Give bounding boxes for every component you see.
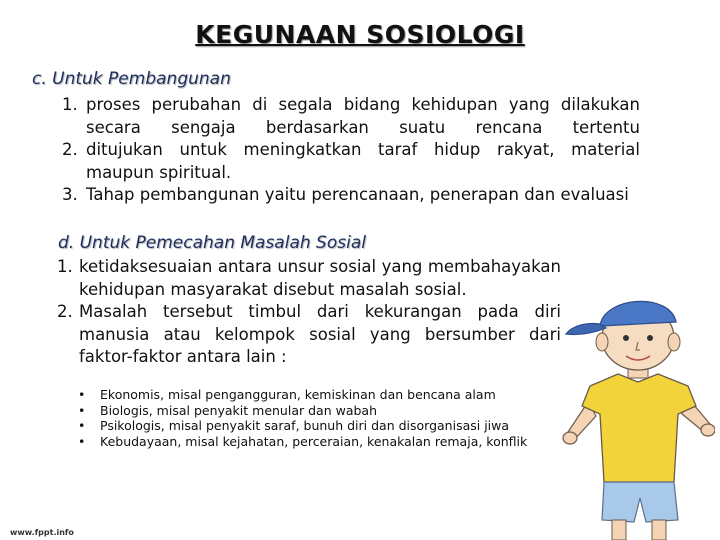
item-number: 3. (62, 185, 78, 204)
item-text: Tahap pembangunan yaitu perencanaan, penerapan dan evaluasi (86, 185, 629, 204)
bullet-item (78, 418, 548, 434)
list-item (62, 184, 640, 207)
page-title: KEGUNAAN SOSIOLOGI (195, 20, 525, 49)
bullet-text: Kebudayaan, misal kejahatan, perceraian, kenakalan remaja, konflik (100, 433, 528, 449)
bullet-icon: • (78, 387, 86, 402)
bullet-icon: • (78, 402, 86, 418)
bullet-item (78, 434, 548, 450)
list-item (57, 256, 561, 301)
item-text: Masalah tersebut timbul dari kekurangan pada diri manusia atau kelompok sosial yang bersumber dari faktor-faktor antara lain : (79, 302, 561, 366)
section-c-list (62, 94, 640, 207)
bullet-text: Biologis, misal penyakit menular dan wabah (100, 402, 377, 418)
cartoon-boy-icon (560, 282, 715, 540)
list-item (62, 139, 640, 184)
item-number: 1. (62, 95, 78, 114)
bullet-icon: • (78, 418, 86, 433)
bullet-text: Psikologis, misal penyakit saraf, bunuh diri dan disorganisasi jiwa (100, 418, 510, 433)
bullet-text: Ekonomis, misal pengangguran, kemiskinan dan bencana alam (100, 387, 496, 402)
bullet-item (78, 387, 548, 403)
item-text: proses perubahan di segala bidang kehidupan yang dilakukan secara sengaja berdasarkan suatu rencana tertentu (86, 95, 640, 137)
bullet-icon: • (78, 433, 86, 449)
factor-bullet-list (78, 387, 548, 449)
section-c-heading: c. Untuk Pembangunan (32, 69, 231, 89)
section-d-heading: d. Untuk Pemecahan Masalah Sosial (58, 233, 366, 253)
section-d-list (57, 256, 561, 369)
footer-url: www.fppt.info (10, 528, 74, 537)
item-number: 2. (57, 302, 73, 321)
bullet-item (78, 403, 548, 419)
item-number: 2. (62, 140, 78, 159)
item-text: ketidaksesuaian antara unsur sosial yang membahayakan kehidupan masyarakat disebut masalah sosial. (79, 257, 561, 299)
item-number: 1. (57, 257, 73, 276)
item-text: ditujukan untuk meningkatkan taraf hidup rakyat, material maupun spiritual. (86, 140, 640, 182)
list-item (62, 94, 640, 139)
list-item (57, 301, 561, 369)
